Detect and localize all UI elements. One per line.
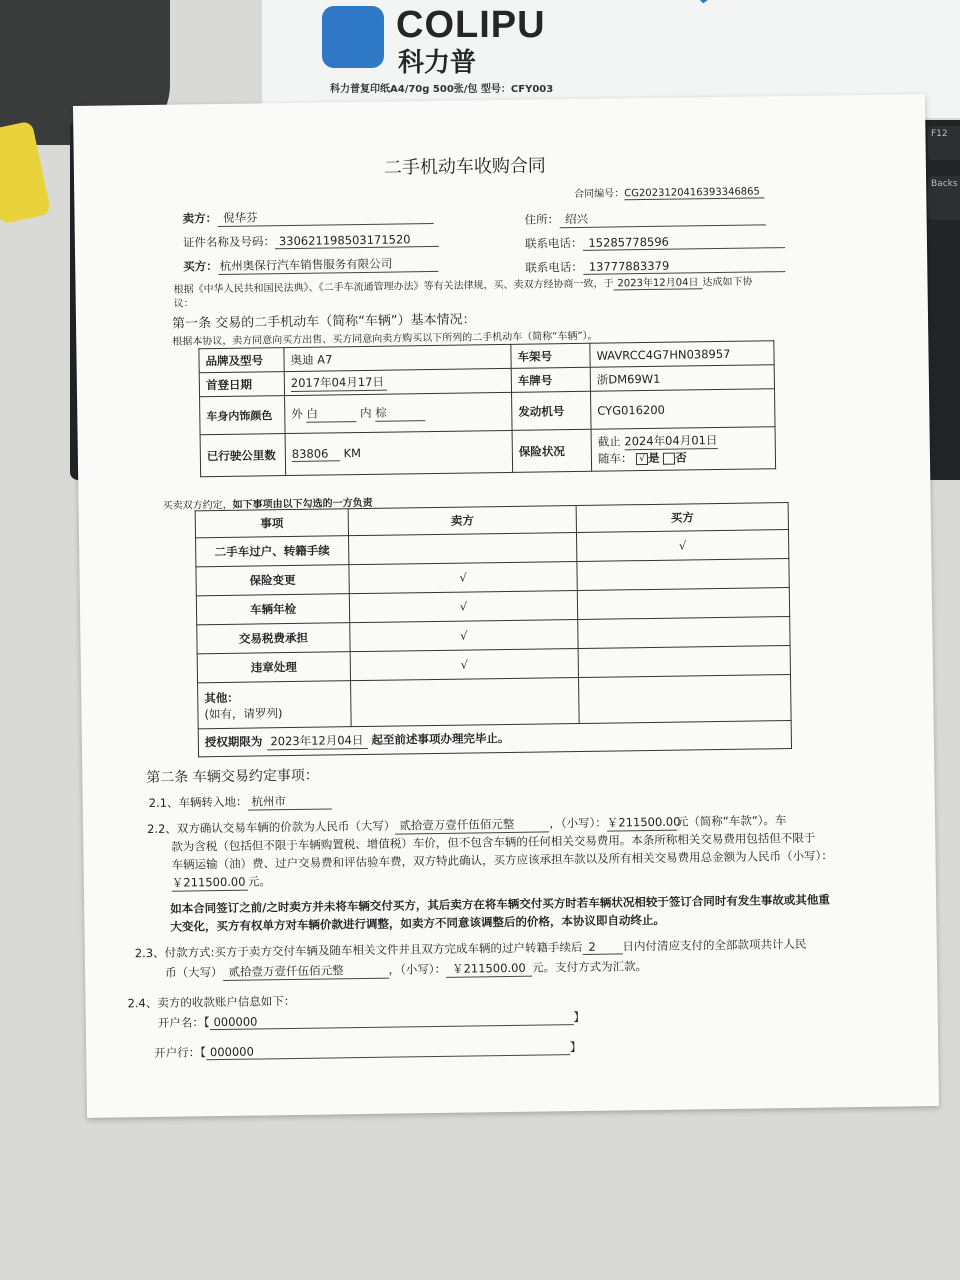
resp-header-item: 事项 [195,509,348,538]
resp-buyer-check[interactable] [577,588,789,620]
account-bank-label: 开户行：【 [154,1045,207,1060]
key-backspace[interactable]: Backs [928,176,960,220]
c23-upper: 贰拾壹万壹仟伍佰元整 [222,962,388,981]
clause-2-1 [149,792,332,812]
resp-header-buyer: 买方 [576,503,788,533]
resp-header-seller: 卖方 [348,506,576,536]
contract-no-label: 合同编号： [574,188,625,201]
mileage: 83806 [292,446,340,462]
article-1-title: 第一条 交易的二手机动车（简称“车辆”）基本情况： [171,312,476,332]
contract-no-row [574,182,764,201]
resp-item: 保险变更 [196,565,349,596]
clause-2-2-line4 [172,873,271,891]
account-bank-bracket: 】 [569,1039,582,1055]
vehicle-table [198,340,776,477]
resp-item: 车辆年检 [196,594,349,625]
seller-row [182,207,433,227]
account-bank-row [154,1039,581,1061]
account-name-label: 开户名：【 [157,1015,210,1030]
inner-color: 棕 [375,404,425,422]
id-label: 证件名称及号码： [182,234,275,250]
account-bank: 000000 [206,1040,570,1060]
account-name-row [158,1009,585,1031]
buyer-phone: 13777883379 [583,257,785,275]
contract-paper [73,94,939,1118]
c22-c: 元（简称“车款”）。车 [676,813,787,829]
resp-seller-check[interactable] [349,533,577,565]
article-2-title: 第二条 车辆交易约定事项： [146,767,319,787]
plate-value: 浙DM69W1 [590,365,774,392]
engine-value: CYG016200 [591,389,776,430]
yes-checkbox[interactable]: √ [636,453,648,465]
insurance-follow-label: 随车： [597,451,633,466]
brand-name-cn: 科力普 [398,48,477,78]
buyer-row [183,255,438,276]
no-checkbox[interactable] [663,452,675,464]
c23-c: 币（大写） [164,964,223,980]
auth-end: 起至前述事项办理完毕止。 [371,730,510,747]
brand-value: 奥迪 A7 [284,344,511,371]
clause-2-4: 2.4、卖方的收款账户信息如下： [127,993,296,1011]
inner-label: 内 [360,405,372,421]
other-label: 其他： [204,690,239,705]
account-name-bracket: 】 [573,1009,586,1025]
outer-color: 白 [306,405,356,423]
resp-intro-a: 买卖双方约定， [162,499,233,512]
residence: 绍兴 [559,208,765,228]
vin-value: WAVRCC4G7HN038957 [590,341,774,368]
contract-no: CG2023120416393346865 [624,186,764,200]
other-buyer[interactable] [579,675,792,724]
clause-2-2-line2: 款为含税（包括但不限于车辆购置税、增值税）车价，但不包含车辆的任何相关交易费用。本条所称相关交易费用包括但不限于 [171,830,816,854]
c23-e: 元。支付方式为汇款。 [531,959,648,975]
c23-d: ，（小写）： [388,961,447,977]
plate-label: 车牌号 [511,367,590,392]
key-f12[interactable]: F12 [928,126,960,160]
resp-buyer-check[interactable] [578,646,790,678]
brand-name-en: COLIPU [396,4,546,46]
contract-title: 二手机动车收购合同 [383,155,547,179]
insurance-value [591,427,776,472]
resp-item: 二手车过户、转籍手续 [196,536,349,567]
c22-total: ￥211500.00 [172,874,248,892]
c22-a: 2.2、双方确认交易车辆的价款为人民币（大写） [146,818,396,837]
law-text-end: 达成如下协 [702,276,753,289]
responsibility-table [195,502,792,757]
buyer-phone-label: 联系电话： [525,259,583,275]
color-value [285,392,513,433]
color-label: 车身内饰颜色 [200,396,286,435]
mileage-unit: KM [343,446,362,461]
c22-b: ，（小写）： [549,815,607,831]
id-number: 330621198503171520 [275,232,439,249]
mileage-value [285,430,513,475]
seller-phone-row [525,232,785,252]
resp-seller-check[interactable]: √ [350,648,578,680]
c23-lower: ￥211500.00 [446,960,532,978]
c22-lower: ￥211500.00 [606,814,681,830]
seller-name: 倪华芬 [217,207,433,227]
seller-phone: 15285778596 [582,233,784,251]
other-cell [198,681,352,729]
law-line-1 [173,273,752,297]
id-row [183,231,439,251]
c21-label: 2.1、车辆转入地： [148,794,248,811]
clause-2-3-line2 [165,958,647,982]
engine-label: 发动机号 [512,391,592,430]
insurance-until-label: 截止 [597,434,621,449]
colipu-logo-icon [322,6,384,68]
insurance-follow-row [598,448,769,466]
vin-label: 车架号 [511,343,590,368]
law-line-2: 议： [173,298,194,310]
c21-city: 杭州市 [247,792,331,810]
other-note: (如有，请罗列) [204,705,283,721]
article-1-intro: 根据本协议，卖方同意向买方出售、买方同意向卖方购买以下所列的二手机动车（简称“车辆”）。 [172,330,598,348]
auth-label: 授权期限为 [204,734,263,750]
no-label: 否 [675,450,687,465]
buyer-label: 买方： [183,258,218,274]
resp-intro-b: 如下事项由以下勾选的一方负责 [232,497,373,511]
reg-date-label: 首登日期 [199,372,284,397]
resp-buyer-check[interactable] [578,617,790,649]
other-seller[interactable] [351,677,580,726]
residence-row [524,208,765,228]
brand-label: 品牌及型号 [199,348,284,373]
insurance-until: 2024年04月01日 [624,433,718,449]
insurance-label: 保险状况 [512,429,592,472]
clause-2-3-line1 [135,936,807,961]
resp-seller-check[interactable]: √ [350,620,578,652]
c22-upper: 贰拾壹万壹仟伍佰元整 [395,815,549,834]
residence-label: 住所： [524,212,560,227]
seller-phone-label: 联系电话： [524,235,583,251]
law-date: 2023年12月04日 [613,273,702,290]
law-text: 根据《中华人民共和国民法典》、《二手车流通管理办法》等有关法律规，买、卖双方经协商一致，于 [173,278,614,296]
reg-date-value [284,368,511,395]
c23-days: 2 [582,939,622,955]
resp-item: 违章处理 [197,652,350,683]
resp-buyer-check[interactable] [577,559,789,591]
resp-seller-check[interactable]: √ [349,591,577,623]
resp-item: 交易税费承担 [197,623,350,654]
c22-total-unit: 元。 [247,874,271,889]
mileage-label: 已行驶公里数 [200,434,286,477]
box-subtitle: 科力普复印纸A4/70g 500张/包 型号：CFY003 [330,84,554,95]
account-name: 000000 [209,1010,573,1030]
yes-label: 是 [648,450,660,466]
buyer-name: 杭州奥保行汽车销售服务有限公司 [218,255,438,275]
outer-label: 外 [291,406,303,421]
c23-a: 2.3、付款方式:买方于卖方交付车辆及随车相关文件并且双方完成车辆的过户转籍手续后 [134,939,583,961]
bold-clause-line2: 大变化，买方有权单方对车辆价款进行调整，如卖方不同意该调整后的价格，本协议即自动终止。 [170,912,665,934]
reg-date: 2017年04月17日 [291,374,387,392]
resp-buyer-check[interactable]: √ [576,530,788,562]
auth-date: 2023年12月04日 [266,732,367,750]
bold-clause-line1: 如本合同签订之前/之时卖方并未将车辆交付买方，其后卖方在将车辆交付买方时若车辆状况相较于签订合同时有发生事故或其他重 [170,892,830,916]
seller-label: 卖方： [182,210,218,226]
clause-2-2-line3: 车辆运输（油）费、过户交易费和评估验车费，双方特此确认，买方应该承担车款以及所有相关交易费用总金额为人民币（小写）： [171,848,833,872]
c23-b: 日内付清应支付的全部款项共计人民 [622,936,807,954]
resp-seller-check[interactable]: √ [349,562,577,594]
